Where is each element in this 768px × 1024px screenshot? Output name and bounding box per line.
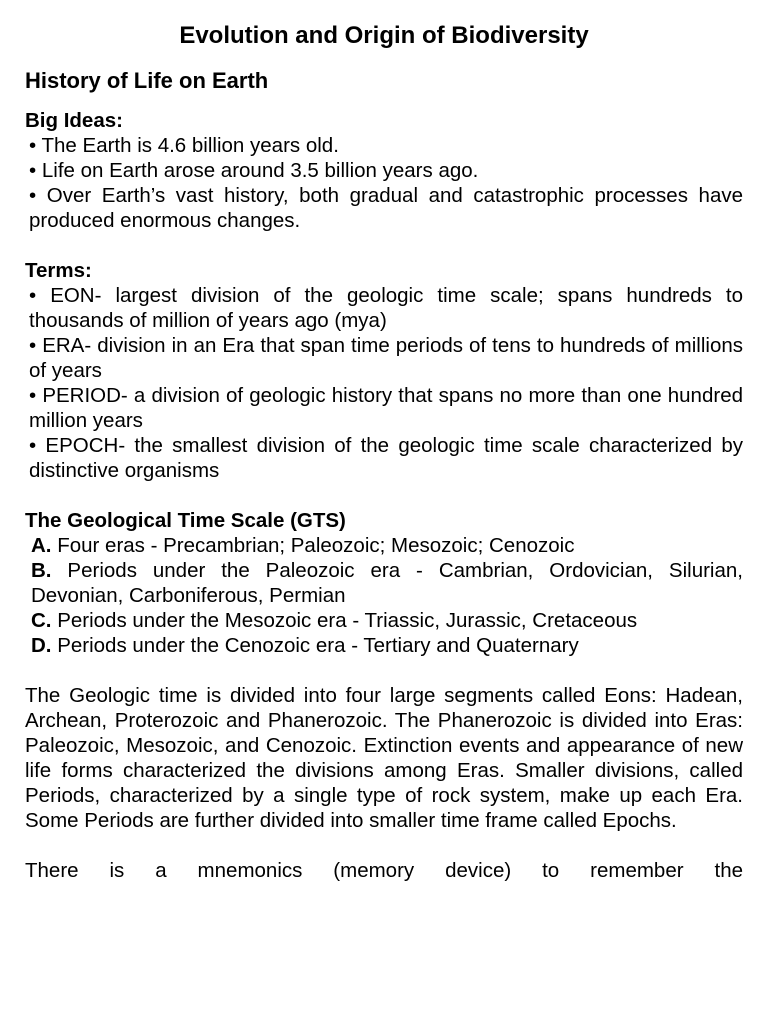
gts-section	[25, 508, 743, 658]
spacer	[25, 233, 743, 258]
gts-item-a	[25, 533, 743, 558]
spacer	[25, 658, 743, 683]
gts-letter: C.	[31, 609, 52, 632]
spacer	[25, 833, 743, 858]
big-idea-item: • Over Earth’s vast history, both gradual and catastrophic processes have produced enormous changes.	[29, 184, 743, 232]
terms-section	[25, 258, 743, 483]
gts-letter: B.	[31, 559, 52, 582]
gts-letter: D.	[31, 634, 52, 657]
gts-text: Periods under the Paleozoic era - Cambrian, Ordovician, Silurian, Devonian, Carboniferous, Permian	[31, 559, 743, 607]
big-idea-item: • The Earth is 4.6 billion years old.	[29, 134, 339, 157]
gts-item-c	[25, 608, 743, 633]
term-item-period: • PERIOD- a division of geologic history that spans no more than one hundred million years	[29, 384, 743, 432]
terms-heading: Terms:	[25, 259, 92, 282]
body-paragraph-mnemonics: There is a mnemonics (memory device) to remember the	[25, 859, 743, 882]
spacer	[25, 483, 743, 508]
gts-text: Four eras - Precambrian; Paleozoic; Mesozoic; Cenozoic	[51, 534, 575, 557]
term-item-epoch: • EPOCH- the smallest division of the geologic time scale characterized by distinctive organisms	[29, 434, 743, 482]
gts-letter: A.	[31, 534, 52, 557]
body-paragraph-eons: The Geologic time is divided into four large segments called Eons: Hadean, Archean, Proterozoic and Phanerozoic. The Phanerozoic is divided into Eras: Paleozoic, Mesozoic, and Cenozoic. Extinction events and appearance of new life forms characterized the divisions among Eras. Smaller divisions, called Periods, characterized by a single type of rock system, make up each Era. Some Periods are further divided into smaller time frame called Epochs.	[25, 684, 743, 832]
term-item-era: • ERA- division in an Era that span time periods of tens to hundreds of millions of years	[29, 334, 743, 382]
section-title: History of Life on Earth	[25, 68, 269, 93]
document-title: Evolution and Origin of Biodiversity	[179, 22, 589, 49]
big-ideas-heading: Big Ideas:	[25, 109, 123, 132]
gts-text: Periods under the Mesozoic era - Triassic, Jurassic, Cretaceous	[51, 609, 638, 632]
gts-item-d	[25, 633, 743, 658]
gts-text: Periods under the Cenozoic era - Tertiary and Quaternary	[51, 634, 579, 657]
term-item-eon: • EON- largest division of the geologic time scale; spans hundreds to thousands of million of years ago (mya)	[29, 284, 743, 332]
big-ideas-section	[25, 108, 743, 233]
big-idea-item: • Life on Earth arose around 3.5 billion years ago.	[29, 159, 479, 182]
gts-heading: The Geological Time Scale (GTS)	[25, 509, 346, 532]
gts-item-b	[25, 558, 743, 608]
